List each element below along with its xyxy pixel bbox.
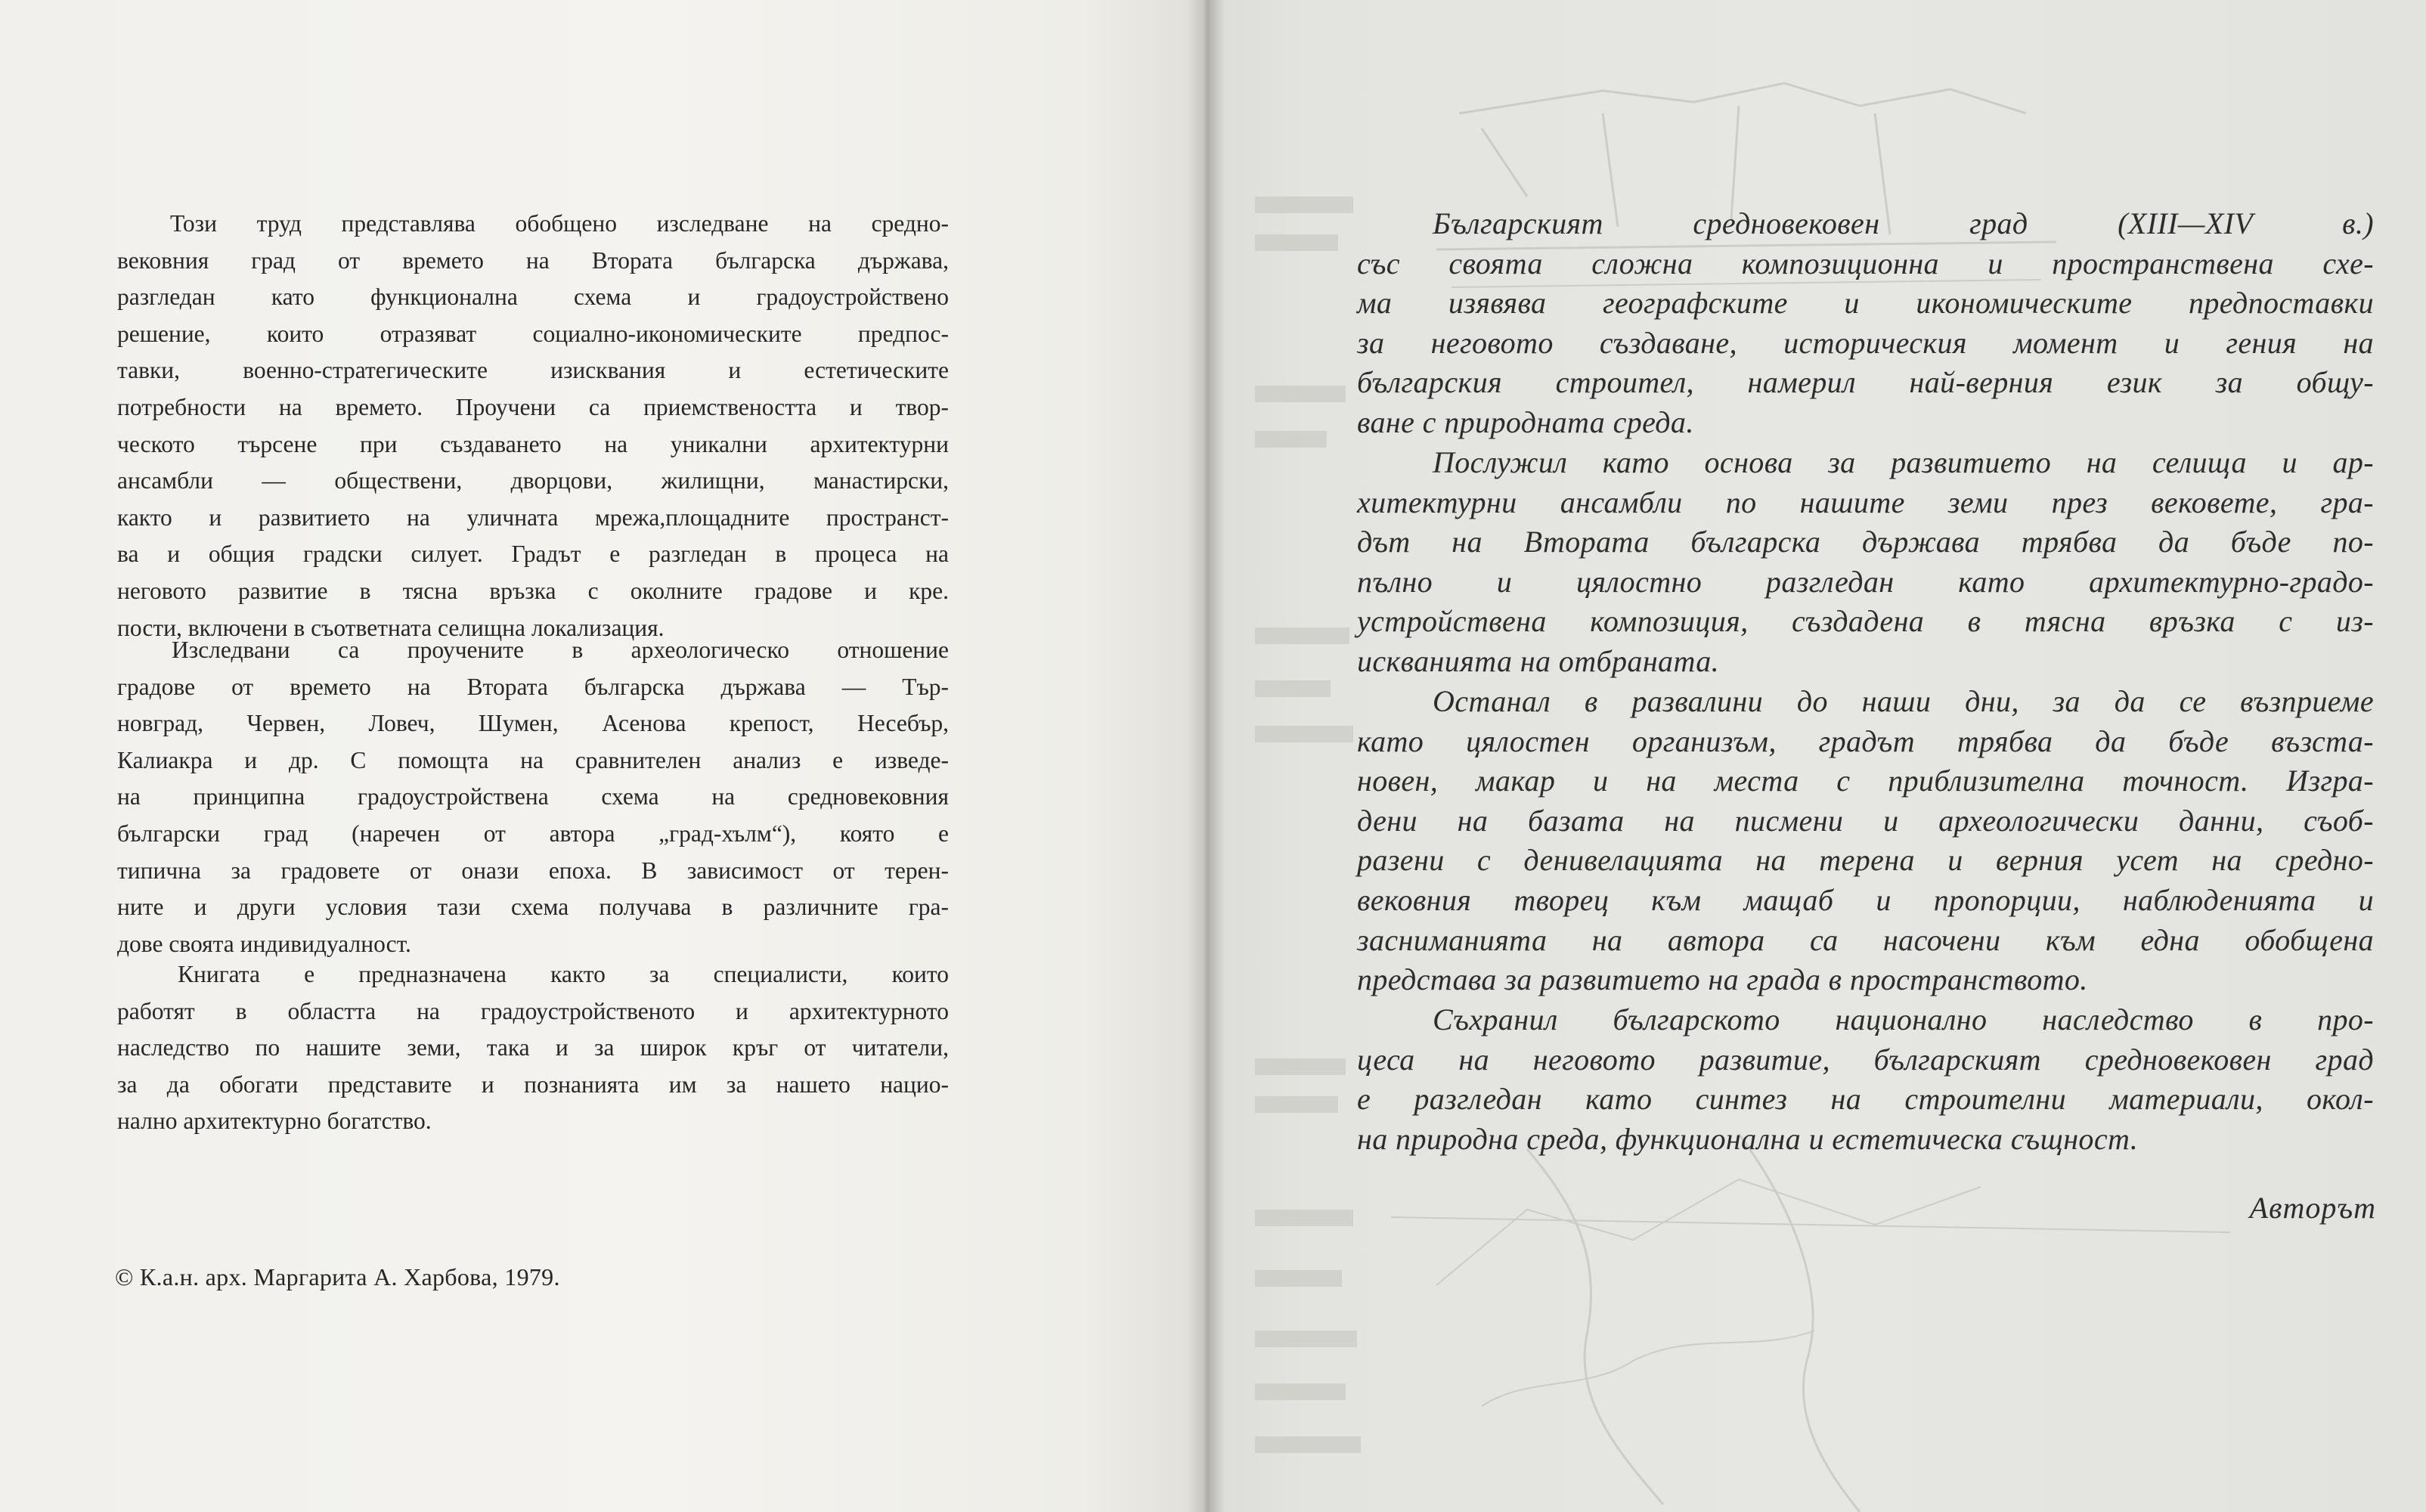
- text-line: Книгата е предназначена както за специалисти, които: [178, 961, 949, 987]
- text-line: вековния творец към мащаб и пропорции, наблюденията и: [1357, 882, 2374, 917]
- text-line: работят в областта на градоустройственото и архитектурното: [117, 997, 949, 1024]
- text-line: разени с денивелацията на терена и верния усет на средно-: [1357, 843, 2374, 878]
- text-line: хитектурни ансамбли по нашите земи през вековете, гра-: [1357, 485, 2374, 519]
- text-line: ма изявява географските и икономическите предпоставки: [1357, 286, 2374, 321]
- book-gutter: [1187, 0, 1225, 1512]
- text-line: засниманията на автора са насочени към една обобщена: [1357, 922, 2374, 957]
- text-line: искванията на отбраната.: [1357, 643, 1720, 678]
- text-line: българския строител, намерил най-верния език за общу-: [1357, 365, 2374, 400]
- text-line: дове своята индивидуалност.: [117, 930, 411, 957]
- text-line: дени на базата на писмени и археологически данни, съоб-: [1357, 803, 2374, 838]
- text-line: Българският средновековен град (XIII—XIV в.): [1433, 206, 2374, 240]
- text-line: ване с природната среда.: [1357, 404, 1694, 439]
- text-line: на принципна градоустройствена схема на средновековния: [117, 783, 949, 810]
- left-page: [0, 0, 1204, 1512]
- text-line: новград, Червен, Ловеч, Шумен, Асенова крепост, Несебър,: [117, 710, 949, 737]
- text-line: потребности на времето. Проучени са приемствеността и твор-: [117, 393, 949, 420]
- text-line: ансамбли — обществени, дворцови, жилищни, манастирски,: [117, 467, 949, 494]
- text-line: за да обогати представите и познанията им за нашето нацио-: [117, 1070, 949, 1098]
- text-line: Послужил като основа за развитието на селища и ар-: [1433, 445, 2374, 479]
- right-paragraph-2: [1357, 443, 2374, 682]
- text-line: Калиакра и др. С помощта на сравнителен анализ е изведе-: [117, 746, 949, 773]
- text-line: пълно и цялостно разгледан като архитектурно-градо-: [1357, 564, 2374, 599]
- author-signature: Авторът: [2249, 1191, 2376, 1225]
- text-line: ческото търсене при създаването на уникални архитектурни: [117, 430, 949, 457]
- text-line: за неговото създаване, историческия момент и гения на: [1357, 325, 2374, 360]
- text-line: тавки, военно-стратегическите изисквания и естетическите: [117, 357, 949, 384]
- right-paragraph-3: [1357, 682, 2374, 1000]
- text-line: вековния град от времето на Втората българска държава,: [117, 246, 949, 274]
- text-line: пости, включени в съответната селищна локализация.: [117, 614, 665, 641]
- left-paragraph-1: [117, 206, 949, 646]
- text-line: наследство по нашите земи, така и за широк кръг от читатели,: [117, 1034, 949, 1061]
- copyright-notice: © К.а.н. арх. Маргарита А. Харбова, 1979.: [115, 1263, 560, 1290]
- text-line: новен, макар и на места с приблизителна точност. Изгра-: [1357, 764, 2374, 798]
- text-line: като цялостен организъм, градът трябва да бъде възста-: [1357, 723, 2374, 758]
- text-line: градове от времето на Втората българска държава — Тър-: [117, 673, 949, 700]
- right-paragraph-4: [1357, 1000, 2374, 1159]
- text-line: цеса на неговото развитие, българският средновековен град: [1357, 1042, 2374, 1077]
- text-line: Изследвани са проучените в археологическо отношение: [172, 637, 949, 663]
- text-line: устройствена композиция, създадена в тясна връзка с из-: [1357, 604, 2374, 639]
- text-line: типична за градовете от онази епоха. В зависимост от терен-: [117, 857, 949, 884]
- left-paragraph-2: [117, 632, 949, 962]
- text-line: Останал в развалини до наши дни, за да се възприеме: [1433, 684, 2374, 718]
- text-line: разгледан като функционална схема и градоустройствено: [117, 284, 949, 311]
- text-line: Съхранил българското национално наследство в про-: [1433, 1002, 2374, 1036]
- text-line: решение, които отразяват социално-икономическите предпос-: [117, 320, 949, 347]
- left-paragraph-3: [117, 956, 949, 1140]
- text-line: със своята сложна композиционна и пространствена схе-: [1357, 246, 2374, 280]
- text-line: представа за развитието на града в пространството.: [1357, 962, 2088, 997]
- text-line: както и развитието на уличната мрежа,площадните пространст-: [117, 503, 949, 531]
- text-line: е разгледан като синтез на строителни материали, окол-: [1357, 1082, 2374, 1117]
- right-paragraph-1: [1357, 204, 2374, 443]
- text-line: Този труд представлява обобщено изследване на средно-: [170, 210, 949, 237]
- text-line: неговото развитие в тясна връзка с околните градове и кре.: [117, 577, 949, 604]
- text-line: дът на Втората българска държава трябва да бъде по-: [1357, 525, 2374, 559]
- text-line: ва и общия градски силует. Градът е разгледан в процеса на: [117, 541, 949, 568]
- text-line: на природна среда, функционална и естетическа същност.: [1357, 1121, 2139, 1156]
- text-line: български град (наречен от автора „град-хълм“), която е: [117, 820, 949, 847]
- text-line: нално архитектурно богатство.: [117, 1108, 432, 1135]
- text-line: ните и други условия тази схема получава в различните гра-: [117, 894, 949, 921]
